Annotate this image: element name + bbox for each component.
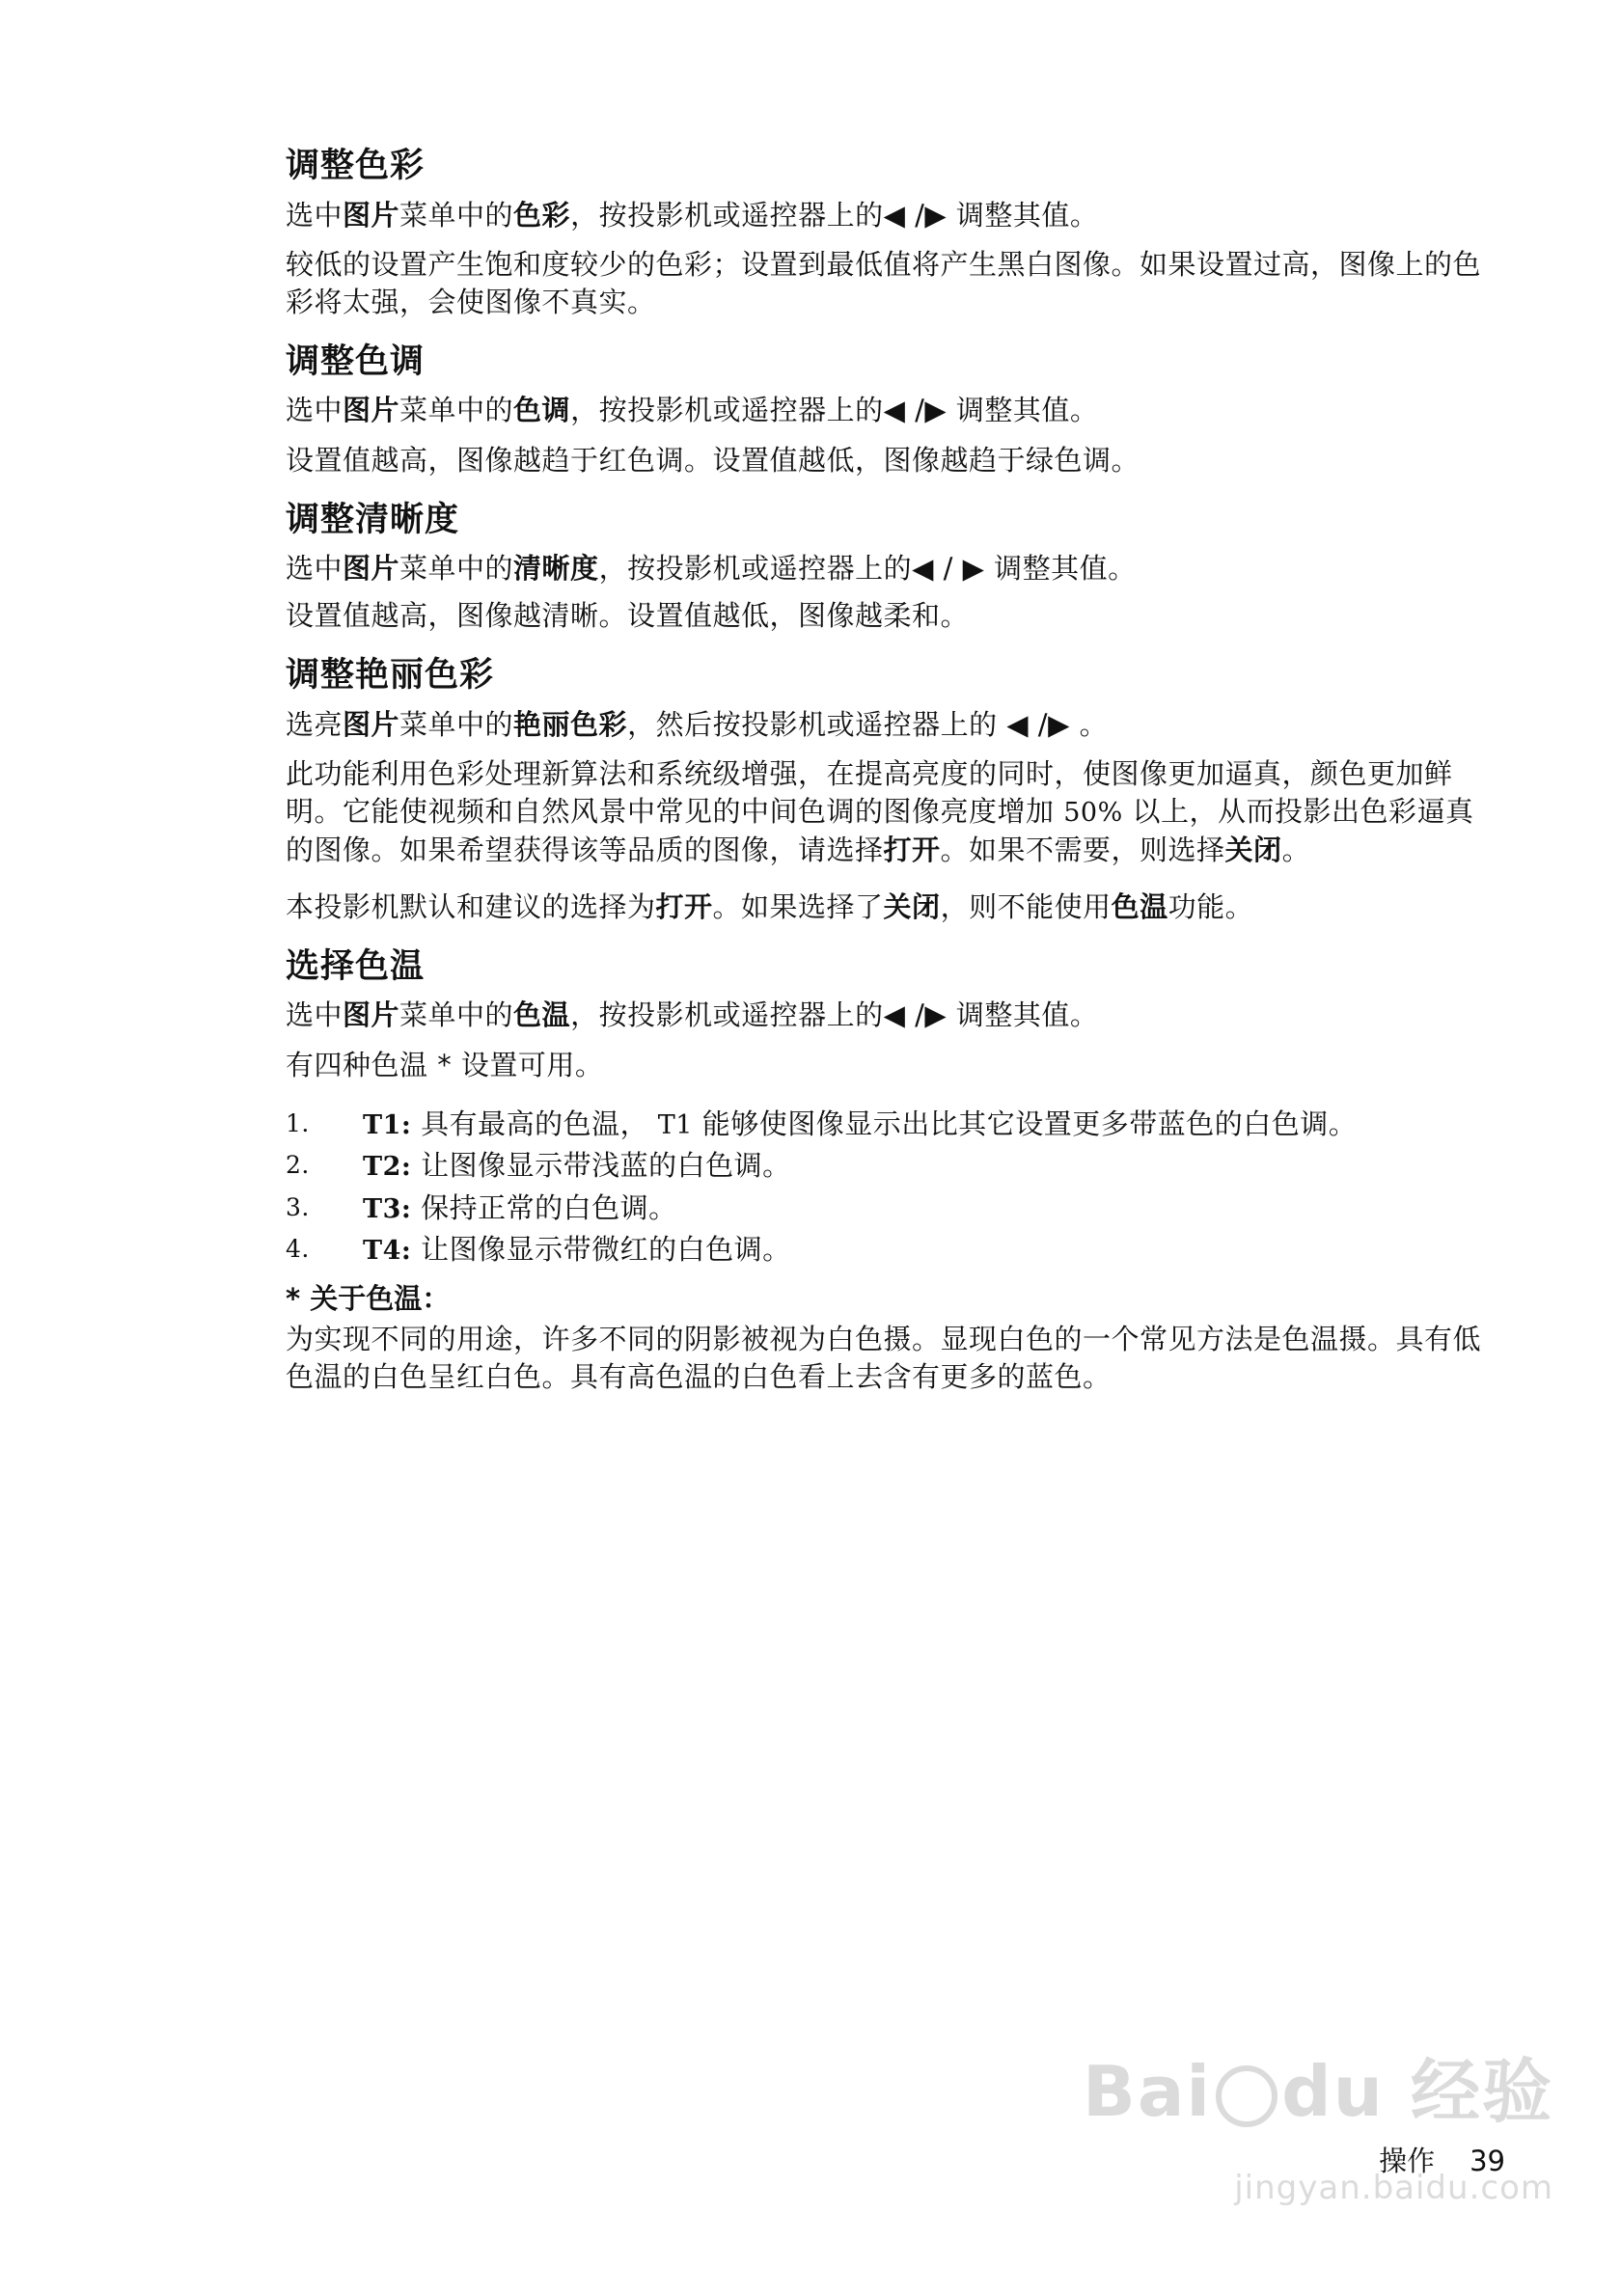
description-paragraph: 有四种色温 * 设置可用。 bbox=[286, 1048, 604, 1081]
instruction-paragraph: 选亮图片菜单中的艳丽色彩，然后按投影机或遥控器上的 ◀ /▶ 。 bbox=[286, 707, 1109, 741]
note-title: * 关于色温： bbox=[286, 1281, 451, 1315]
list-item: 1. T1: 具有最高的色温， T1 能够使图像显示出比其它设置更多带蓝色的白色调。 bbox=[286, 1107, 1358, 1140]
section-heading: 调整艳丽色彩 bbox=[286, 656, 495, 696]
section-brilliant-color bbox=[286, 654, 1482, 926]
instruction-paragraph: 选中图片菜单中的色温，按投影机或遥控器上的◀ /▶ 调整其值。 bbox=[286, 998, 1099, 1032]
section-heading: 调整色调 bbox=[286, 342, 426, 381]
description-paragraph: 较低的设置产生饱和度较少的色彩；设置到最低值将产生黑白图像。如果设置过高，图像上的色彩将太强，会使图像不真实。 bbox=[286, 247, 1482, 318]
instruction-paragraph: 选中图片菜单中的色彩，按投影机或遥控器上的◀ /▶ 调整其值。 bbox=[286, 198, 1099, 232]
page-number: 39 bbox=[1470, 2145, 1505, 2177]
watermark-url: jingyan.baidu.com bbox=[1234, 2169, 1553, 2207]
page-content bbox=[286, 145, 1482, 1415]
section-color-temperature bbox=[286, 945, 1482, 1396]
list-item: 4. T4: 让图像显示带微红的白色调。 bbox=[286, 1233, 791, 1267]
description-paragraph: 设置值越高，图像越趋于红色调。设置值越低，图像越趋于绿色调。 bbox=[286, 443, 1140, 477]
temperature-list bbox=[286, 1104, 1482, 1271]
section-heading: 调整色彩 bbox=[286, 147, 426, 185]
page-footer bbox=[1344, 2140, 1505, 2179]
section-color bbox=[286, 145, 1482, 321]
description-paragraph: 设置值越高，图像越清晰。设置值越低，图像越柔和。 bbox=[286, 599, 970, 633]
description-paragraph: 此功能利用色彩处理新算法和系统级增强，在提高亮度的同时，使图像更加逼真，颜色更加鲜明。它能使视频和自然风景中常见的中间色调的图像亮度增加 50% 以上，从而投影出色彩逼真的图像。如果希望获得该等品质的图像，请选择打开。如果不需要，则选择关闭。 bbox=[286, 757, 1474, 866]
default-paragraph: 本投影机默认和建议的选择为打开。如果选择了关闭，则不能使用色温功能。 bbox=[286, 889, 1254, 923]
note-text: 为实现不同的用途，许多不同的阴影被视为白色摄。显现白色的一个常见方法是色温摄。具有低色温的白色呈红白色。具有高色温的白色看上去含有更多的蓝色。 bbox=[286, 1322, 1482, 1393]
list-item: 2. T2: 让图像显示带浅蓝的白色调。 bbox=[286, 1149, 791, 1183]
instruction-paragraph: 选中图片菜单中的色调，按投影机或遥控器上的◀ /▶ 调整其值。 bbox=[286, 394, 1099, 427]
section-heading: 选择色温 bbox=[286, 946, 426, 986]
footer-label: 操作 bbox=[1379, 2145, 1436, 2177]
watermark-logo: Bai du 经验 bbox=[1082, 2051, 1553, 2132]
list-item: 3. T3: 保持正常的白色调。 bbox=[286, 1190, 677, 1224]
section-sharpness bbox=[286, 499, 1482, 636]
instruction-paragraph: 选中图片菜单中的清晰度，按投影机或遥控器上的◀ / ▶ 调整其值。 bbox=[286, 552, 1137, 586]
baidu-watermark bbox=[1083, 2036, 1553, 2207]
section-tint bbox=[286, 341, 1482, 479]
section-heading: 调整清晰度 bbox=[286, 500, 460, 539]
paw-icon bbox=[1216, 2065, 1278, 2127]
